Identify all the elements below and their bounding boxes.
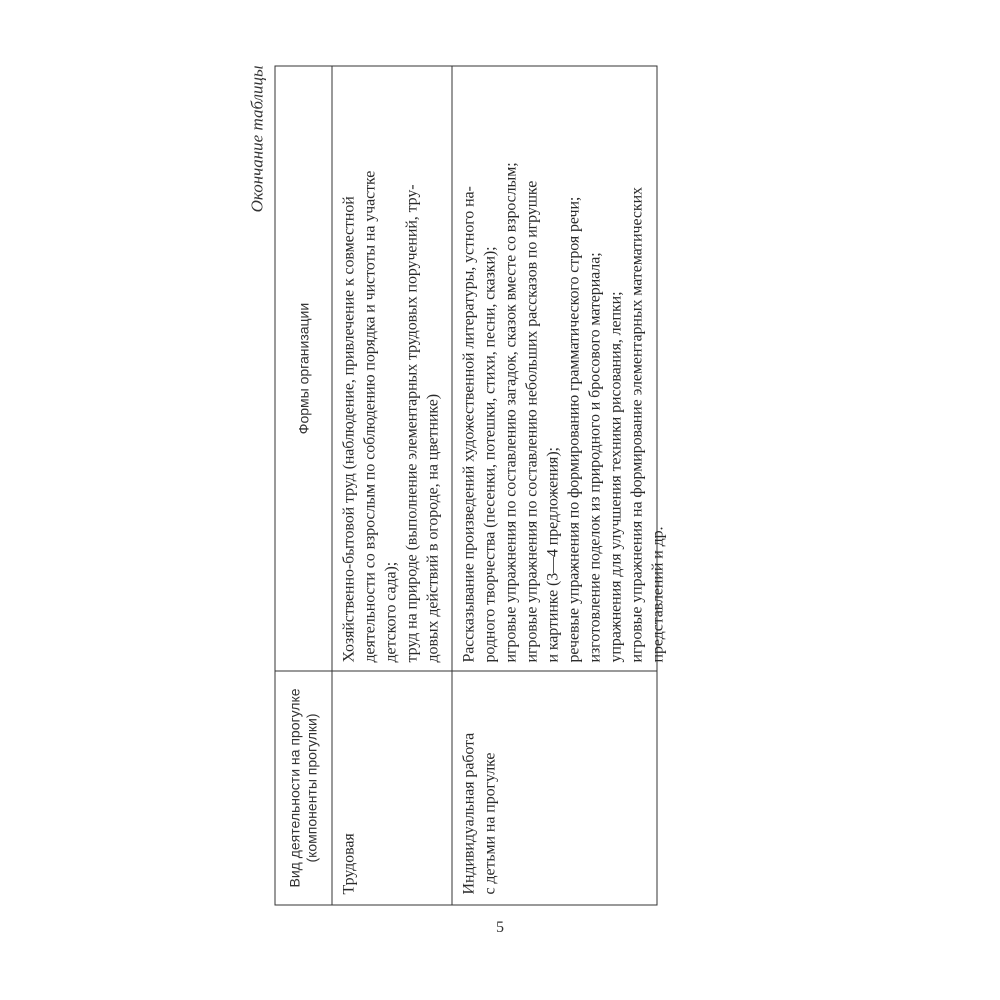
forms-line: Хозяйственно-бытовой труд (наблюдение, привлечение к совместной [340, 195, 358, 662]
activity-cell [333, 670, 452, 904]
table-caption: Окончание таблицы [247, 65, 267, 212]
table-row-labor [332, 66, 452, 904]
forms-cell [453, 66, 667, 670]
forms-line: родного творчества (песенки, потешки, стихи, песни, сказки); [481, 246, 499, 662]
page-number: 5 [496, 919, 504, 936]
forms-line: представлений и др. [649, 526, 667, 662]
activity-cell [453, 670, 657, 904]
forms-line: изготовление поделок из природного и бросового материала; [586, 251, 604, 662]
header-activity-line-1: Вид деятельности на прогулке [286, 687, 303, 888]
activity-line: Индивидуальная работа [460, 732, 478, 894]
forms-line: упражнения для улучшения техники рисования, лепки; [607, 291, 625, 662]
activity-line: с детьми на прогулке [481, 752, 499, 894]
forms-cell [333, 66, 452, 670]
table-header-row [276, 66, 332, 904]
forms-line: игровые упражнения по составлению небольших рассказов по игрушке [523, 180, 541, 662]
forms-line: довых действий в огороде, на цветнике) [424, 393, 442, 662]
activity-line: Трудовая [340, 832, 358, 894]
organization-forms-table [275, 65, 667, 905]
forms-line: деятельности со взрослым по соблюдению порядка и чистоты на участке [361, 170, 379, 662]
forms-line: игровые упражнения на формирование элементарных математических [628, 186, 646, 662]
forms-line: Рассказывание произведений художественной литературы, устного на- [460, 185, 478, 662]
header-activity-line-2: (компоненты прогулки) [303, 712, 320, 863]
forms-line: речевые упражнения по формированию грамматического строя речи; [565, 196, 583, 662]
forms-line: игровые упражнения по составлению загадок, сказок вместе со взрослым; [502, 161, 520, 662]
header-activity-type [276, 670, 332, 904]
table-row-individual-work [452, 66, 667, 904]
header-organization-forms: Формы организации [295, 302, 311, 434]
forms-line: детского сада); [382, 561, 400, 662]
forms-line: труд на природе (выполнение элементарных трудовых поручений, тру- [403, 183, 421, 662]
rotated-page-content [243, 65, 667, 905]
forms-line: и картинке (3—4 предложения); [544, 446, 562, 662]
